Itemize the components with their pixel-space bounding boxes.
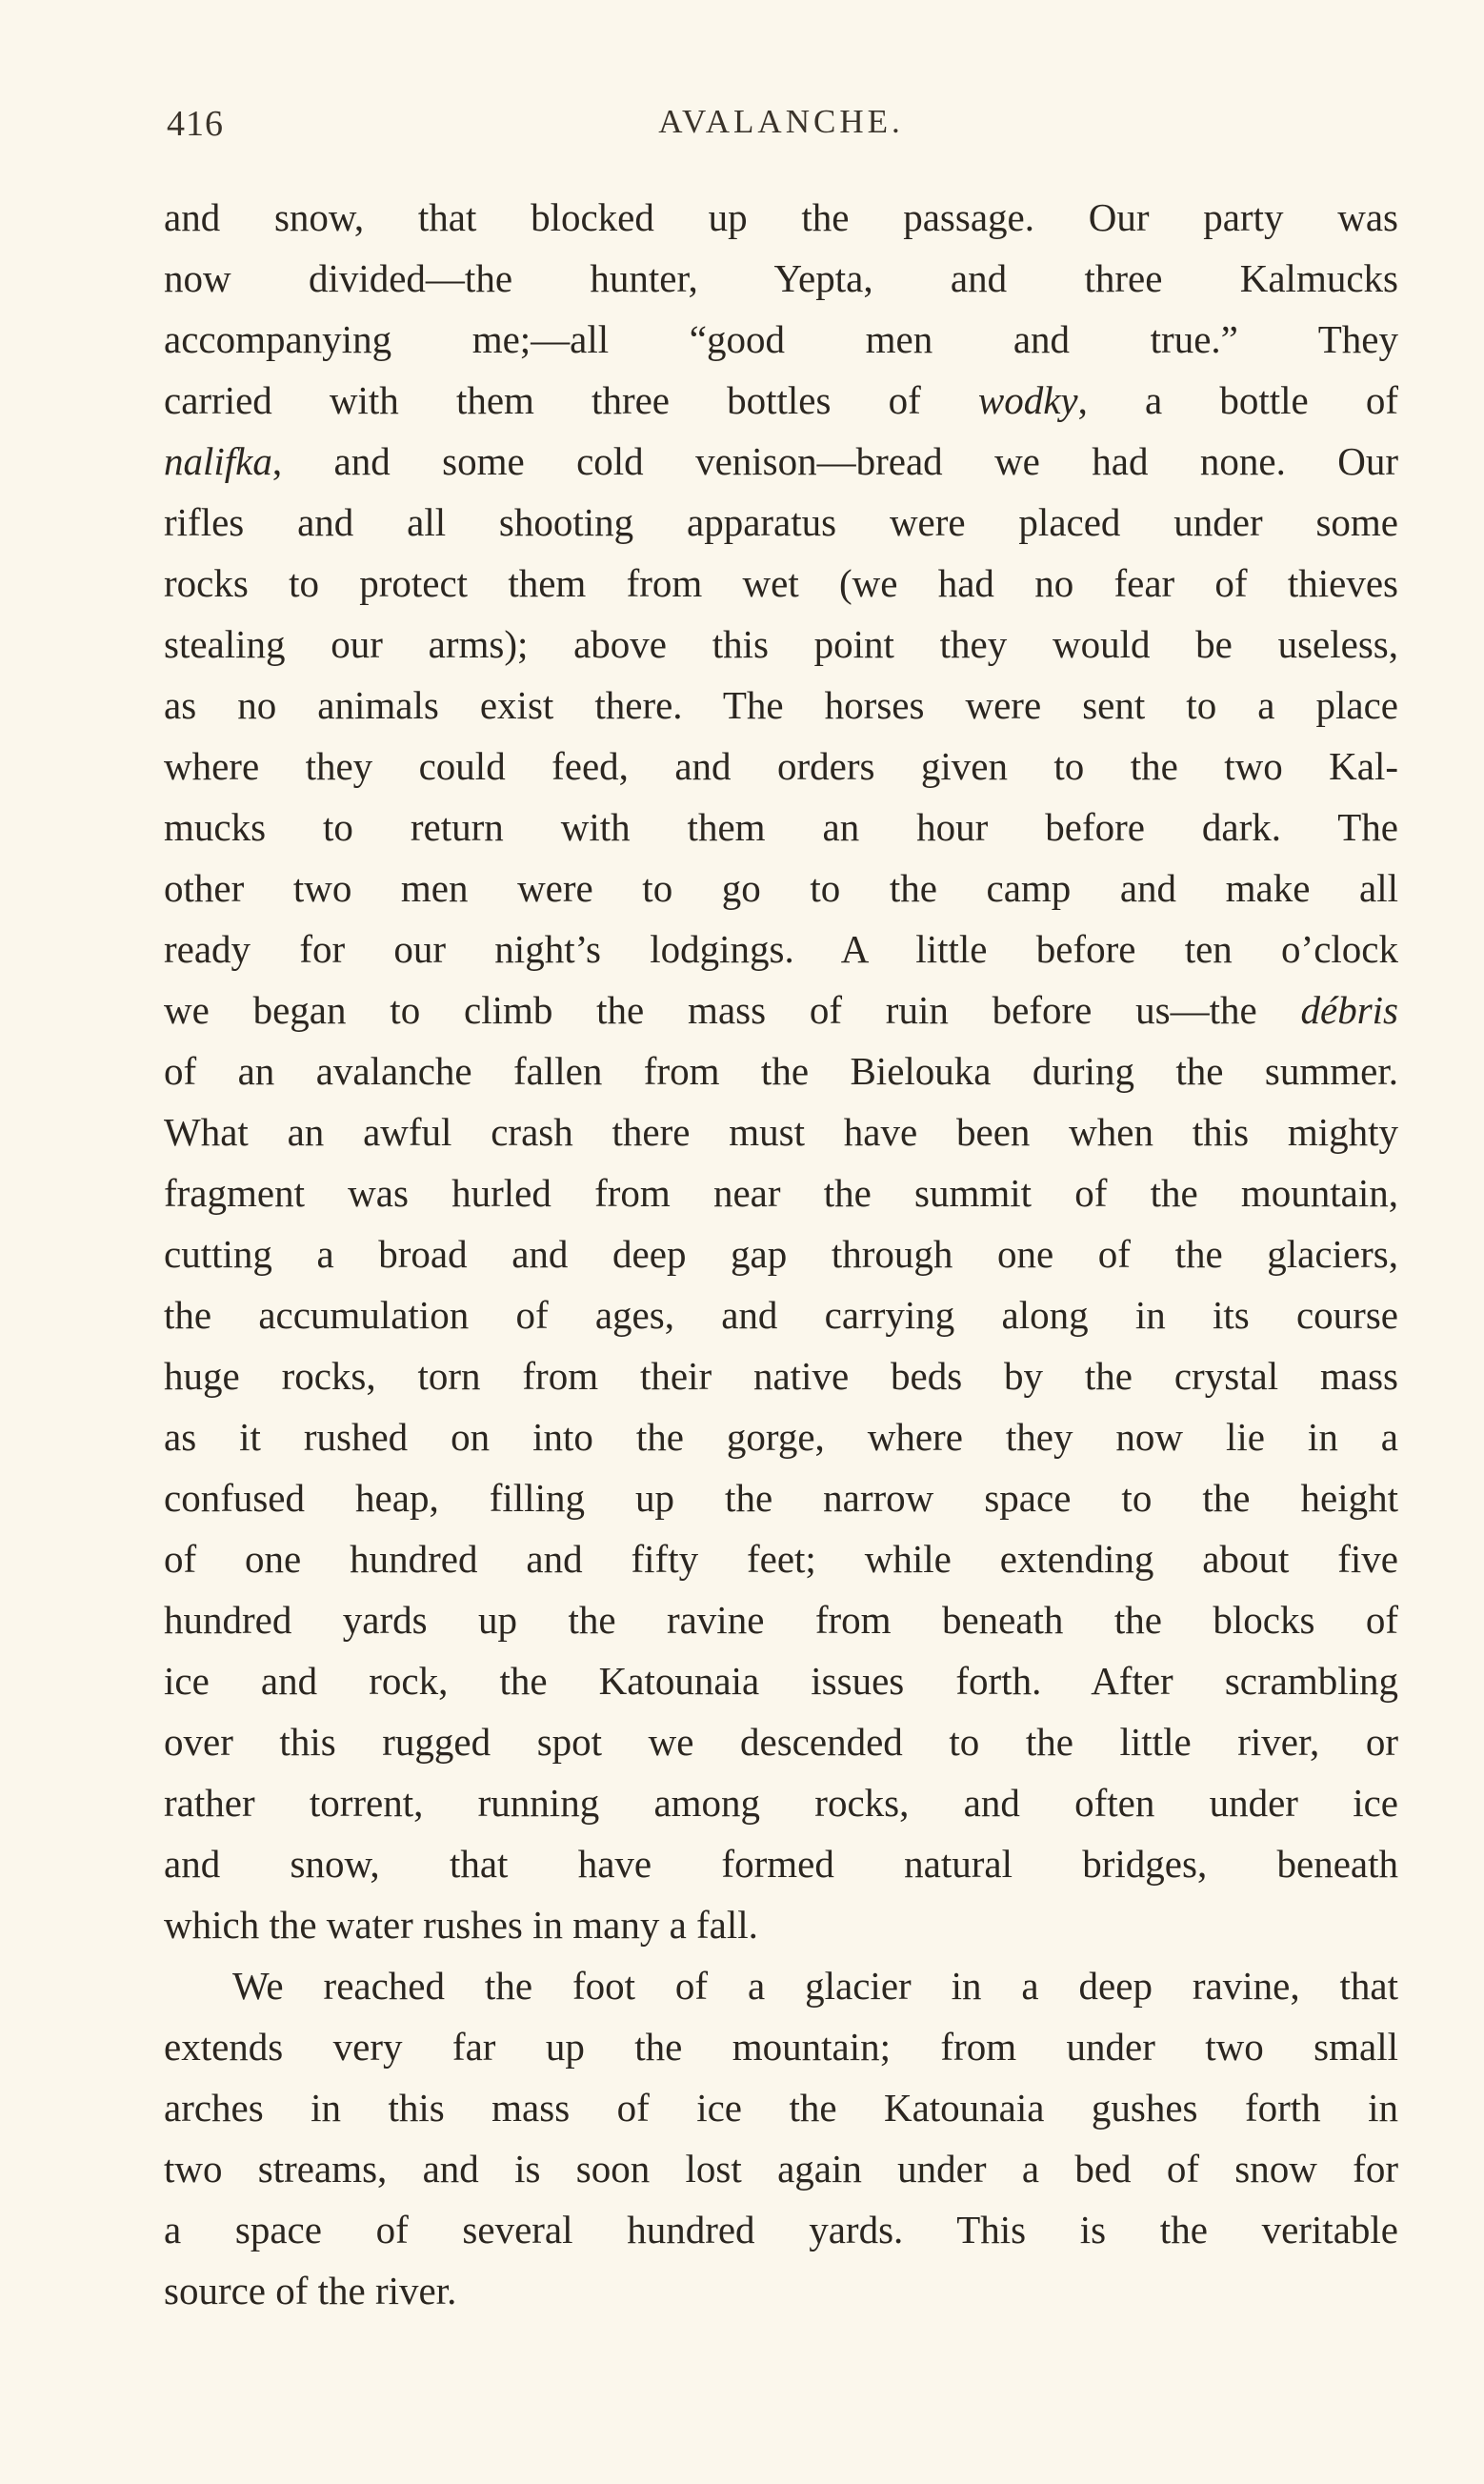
text-line: [164, 2199, 1398, 2260]
text-line: [164, 675, 1398, 736]
text-line: [164, 614, 1398, 675]
text-line: [164, 2260, 1398, 2321]
text-run: source of the river.: [164, 2269, 457, 2312]
text-run: , a bottle of: [1077, 378, 1398, 422]
text-run: ready for our night’s lodgings. A little before ten o’clock: [164, 927, 1398, 971]
paragraph: [164, 1955, 1398, 2321]
text-line: [164, 431, 1398, 492]
text-run: accompanying me;—all “good men and true.” They: [164, 317, 1398, 361]
body-text: [164, 187, 1398, 2321]
text-run: extends very far up the mountain; from under two small: [164, 2025, 1398, 2069]
text-run: We reached the foot of a glacier in a deep ravine, that: [232, 1964, 1398, 2008]
text-run: as it rushed on into the gorge, where they now lie in a: [164, 1415, 1398, 1459]
text-line: [164, 2138, 1398, 2199]
text-run: ice and rock, the Katounaia issues forth. After scrambling: [164, 1659, 1398, 1703]
text-run: cutting a broad and deep gap through one of the glaciers,: [164, 1232, 1398, 1276]
text-line: [164, 1955, 1398, 2016]
text-line: [164, 736, 1398, 797]
text-run: of an avalanche fallen from the Bielouka during the summer.: [164, 1049, 1398, 1093]
text-run: stealing our arms); above this point they would be useless,: [164, 622, 1398, 666]
text-run: and snow, that have formed natural bridges, beneath: [164, 1842, 1398, 1886]
text-line: [164, 797, 1398, 858]
text-run: now divided—the hunter, Yepta, and three Kalmucks: [164, 256, 1398, 300]
text-run: the accumulation of ages, and carrying along in its course: [164, 1293, 1398, 1337]
text-line: [164, 1345, 1398, 1406]
running-title: AVALANCHE.: [658, 103, 904, 140]
text-line: [164, 370, 1398, 431]
text-run: a space of several hundred yards. This is the veritable: [164, 2208, 1398, 2252]
text-run: hundred yards up the ravine from beneath the blocks of: [164, 1598, 1398, 1642]
text-line: [164, 1467, 1398, 1528]
text-run: and snow, that blocked up the passage. Our party was: [164, 195, 1398, 239]
italic-text: wodky: [977, 378, 1078, 422]
text-line: [164, 1894, 1398, 1955]
text-line: [164, 1284, 1398, 1345]
text-run: of one hundred and fifty feet; while extending about five: [164, 1537, 1398, 1581]
text-line: [164, 979, 1398, 1040]
text-line: [164, 1101, 1398, 1162]
text-line: [164, 1589, 1398, 1650]
text-run: other two men were to go to the camp and make all: [164, 866, 1398, 910]
text-line: [164, 1406, 1398, 1467]
page-number: 416: [167, 104, 224, 144]
text-run: fragment was hurled from near the summit of the mountain,: [164, 1171, 1398, 1215]
text-run: where they could feed, and orders given to the two Kal-: [164, 744, 1398, 788]
text-line: [164, 919, 1398, 979]
text-line: [164, 1833, 1398, 1894]
text-run: rather torrent, running among rocks, and often under ice: [164, 1781, 1398, 1825]
text-run: , and some cold venison—bread we had none. Our: [271, 439, 1398, 483]
text-line: [164, 1162, 1398, 1223]
text-line: [164, 1040, 1398, 1101]
text-line: [164, 309, 1398, 370]
text-run: rocks to protect them from wet (we had no fear of thieves: [164, 561, 1398, 605]
text-line: [164, 858, 1398, 919]
text-line: [164, 1772, 1398, 1833]
text-line: [164, 2077, 1398, 2138]
text-run: as no animals exist there. The horses were sent to a place: [164, 683, 1398, 727]
paragraph: [164, 187, 1398, 1955]
text-run: arches in this mass of ice the Katounaia gushes forth in: [164, 2086, 1398, 2130]
text-run: mucks to return with them an hour before dark. The: [164, 805, 1398, 849]
text-run: huge rocks, torn from their native beds by the crystal mass: [164, 1354, 1398, 1398]
text-line: [164, 1223, 1398, 1284]
text-line: [164, 248, 1398, 309]
text-line: [164, 492, 1398, 553]
text-line: [164, 1711, 1398, 1772]
text-line: [164, 187, 1398, 248]
text-run: confused heap, filling up the narrow space to the height: [164, 1476, 1398, 1520]
text-run: What an awful crash there must have been when this mighty: [164, 1110, 1398, 1154]
text-run: we began to climb the mass of ruin before us—the: [164, 988, 1301, 1032]
text-run: over this rugged spot we descended to the little river, or: [164, 1720, 1398, 1764]
text-line: [164, 1528, 1398, 1589]
running-head: [167, 103, 1395, 151]
italic-text: nalifka: [164, 439, 272, 483]
text-line: [164, 553, 1398, 614]
text-run: rifles and all shooting apparatus were placed under some: [164, 500, 1398, 544]
text-line: [164, 2016, 1398, 2077]
text-line: [164, 1650, 1398, 1711]
text-run: which the water rushes in many a fall.: [164, 1903, 758, 1947]
text-run: two streams, and is soon lost again under a bed of snow for: [164, 2147, 1398, 2191]
text-run: carried with them three bottles of: [164, 378, 978, 422]
italic-text: débris: [1300, 988, 1398, 1032]
